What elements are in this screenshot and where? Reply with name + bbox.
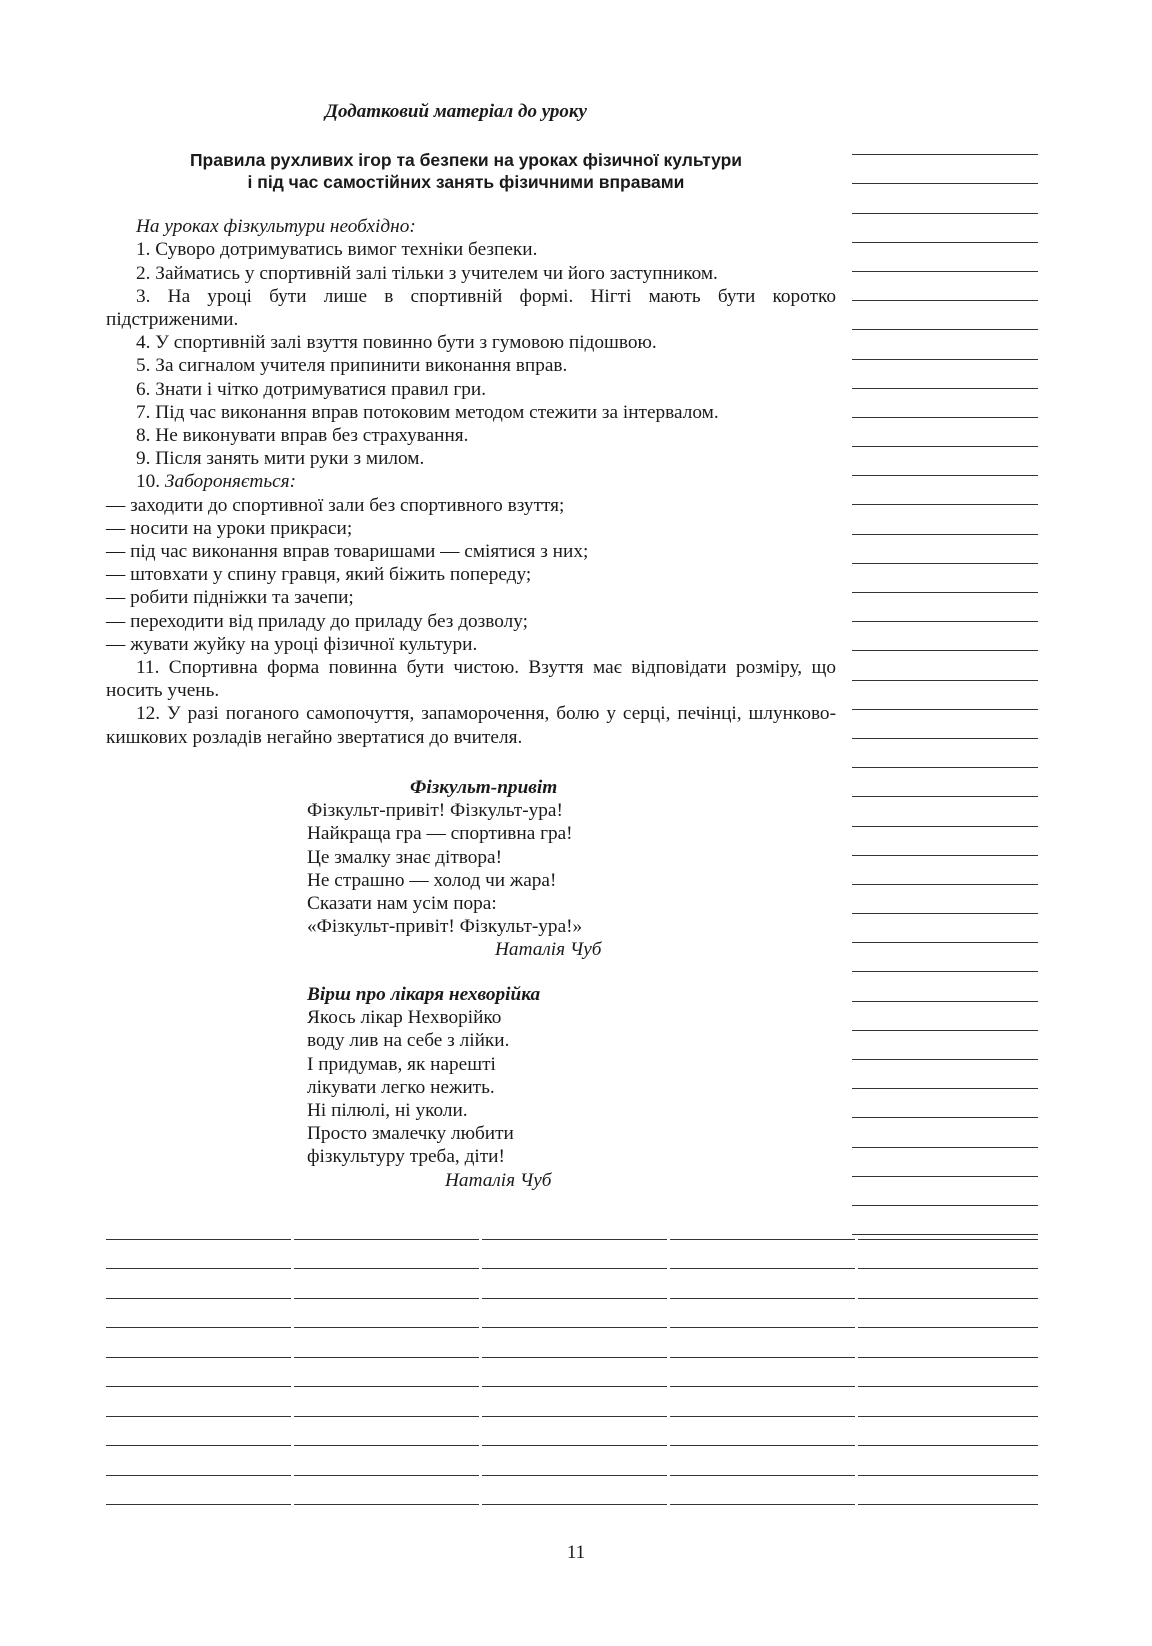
margin-write-line [852,505,1038,534]
poem-line: Сказати нам усім пора: [307,893,497,915]
margin-write-line [852,1118,1038,1147]
margin-write-line [852,914,1038,943]
margin-write-line [852,1060,1038,1089]
margin-write-line [852,1002,1038,1031]
margin-write-line [852,1089,1038,1118]
margin-write-line [852,564,1038,593]
rule-item: 9. Після занять мити руки з милом. [136,448,425,470]
rule-item-forbidden [106,470,836,493]
forbidden-item: — заходити до спортивної зали без спортивного взуття; [106,494,565,516]
margin-write-line [852,1177,1038,1206]
rule-item: 6. Знати і чітко дотримуватися правил гри. [136,378,487,400]
margin-write-line [852,651,1038,680]
bottom-write-line [106,1299,1038,1329]
margin-write-line [852,797,1038,826]
bottom-write-line [106,1269,1038,1299]
margin-write-line [852,885,1038,914]
forbidden-item: — жувати жуйку на уроці фізичної культури. [106,633,478,655]
margin-write-line [852,476,1038,505]
title-line-1: Правила рухливих ігор та безпеки на уроках фізичної культури [189,150,743,171]
margin-write-line [852,126,1038,155]
rules-intro: На уроках фізкультури необхідно: [136,216,416,238]
main-content [106,100,836,749]
title-line-2: і під час самостійних занять фізичними вправами [247,172,685,193]
poem-line: Просто змалечку любити [307,1123,514,1145]
rule-item: 12. У разі поганого самопочуття, запаморочення, болю у серці, печінці, шлунково-кишкових розладів негайно звертатися до вчителя. [106,703,836,748]
forbidden-item: — переходити від приладу до приладу без дозволу; [106,610,529,632]
margin-write-line [852,214,1038,243]
poem-line: Найкраща гра — спортивна гра! [307,823,573,845]
margin-note-lines [852,126,1038,1235]
poem-line: Фізкульт-привіт! Фізкульт-ура! [307,800,563,822]
bottom-write-line [106,1387,1038,1417]
margin-write-line [852,739,1038,768]
poem-title: Фізкульт-привіт [410,777,558,798]
margin-write-line [852,272,1038,301]
forbidden-item: — робити підніжки та зачепи; [106,587,354,609]
margin-write-line [852,768,1038,797]
poem-line: лікувати легко нежить. [307,1076,495,1098]
poem-line: Це змалку знає дітвора! [307,846,503,868]
margin-write-line [852,184,1038,213]
bottom-note-lines [106,1210,1038,1505]
rule-item: 2. Займатись у спортивній залі тільки з учителем чи його заступником. [136,262,718,284]
bottom-write-line [106,1446,1038,1476]
margin-write-line [852,1148,1038,1177]
margin-write-line [852,1031,1038,1060]
margin-write-line [852,330,1038,359]
margin-write-line [852,535,1038,564]
poem-line: «Фізкульт-привіт! Фізкульт-ура!» [307,916,583,938]
bottom-write-line [106,1476,1038,1506]
poem-line: Не страшно — холод чи жара! [307,869,557,891]
margin-write-line [852,389,1038,418]
poem-likar-nekhvoriyko [307,983,551,1192]
poem-line: І придумав, як нарешті [307,1053,496,1075]
margin-write-line [852,681,1038,710]
forbidden-item: — під час виконання вправ товаришами — сміятися з них; [106,541,589,563]
rule-number: 10. [136,471,165,493]
margin-write-line [852,827,1038,856]
bottom-write-line [106,1240,1038,1270]
rule-item: 1. Суворо дотримуватись вимог техніки безпеки. [136,239,538,261]
rules-list [106,215,836,749]
rule-item: 5. За сигналом учителя припинити виконання вправ. [136,355,568,377]
rule-item: 11. Спортивна форма повинна бути чистою. Взуття має відповідати розміру, що носить учень. [106,657,836,702]
poem-line: Якось лікар Нехворійко [307,1007,502,1029]
poem-line: Ні пілюлі, ні уколи. [307,1100,468,1122]
margin-write-line [852,710,1038,739]
poem-fizkult-pryvit [307,776,601,962]
rule-item: 4. У спортивній залі взуття повинно бути з гумовою підошвою. [136,332,657,354]
margin-write-line [852,622,1038,651]
poem-line: фізкультуру треба, діти! [307,1146,505,1168]
rule-item: 3. На уроці бути лише в спортивній формі. Нігті мають бути коротко підстриженими. [106,285,836,331]
poem-title: Вірш про лікаря нехворійка [307,984,541,1005]
margin-write-line [852,243,1038,272]
margin-write-line [852,593,1038,622]
margin-write-line [852,418,1038,447]
forbidden-item: — носити на уроки прикраси; [106,517,353,539]
forbidden-item: — штовхати у спину гравця, який біжить попереду; [106,564,532,586]
rule-item: 8. Не виконувати вправ без страхування. [136,425,469,447]
margin-write-line [852,972,1038,1001]
bottom-write-line [106,1210,1038,1240]
margin-write-line [852,360,1038,389]
margin-write-line [852,155,1038,184]
bottom-write-line [106,1417,1038,1447]
forbidden-label: Забороняється: [164,471,297,493]
bottom-write-line [106,1328,1038,1358]
margin-write-line [852,447,1038,476]
section-subtitle: Додатковий матеріал до уроку [325,101,587,122]
page-title [106,149,826,193]
margin-write-line [852,943,1038,972]
margin-write-line [852,856,1038,885]
bottom-write-line [106,1358,1038,1388]
poem-author: Наталія Чуб [495,939,602,961]
rule-item: 7. Під час виконання вправ потоковим методом стежити за інтервалом. [136,401,719,423]
margin-write-line [852,301,1038,330]
poem-line: воду лив на себе з лійки. [307,1030,510,1052]
page-number: 11 [566,1542,586,1563]
poem-author: Наталія Чуб [445,1169,552,1191]
